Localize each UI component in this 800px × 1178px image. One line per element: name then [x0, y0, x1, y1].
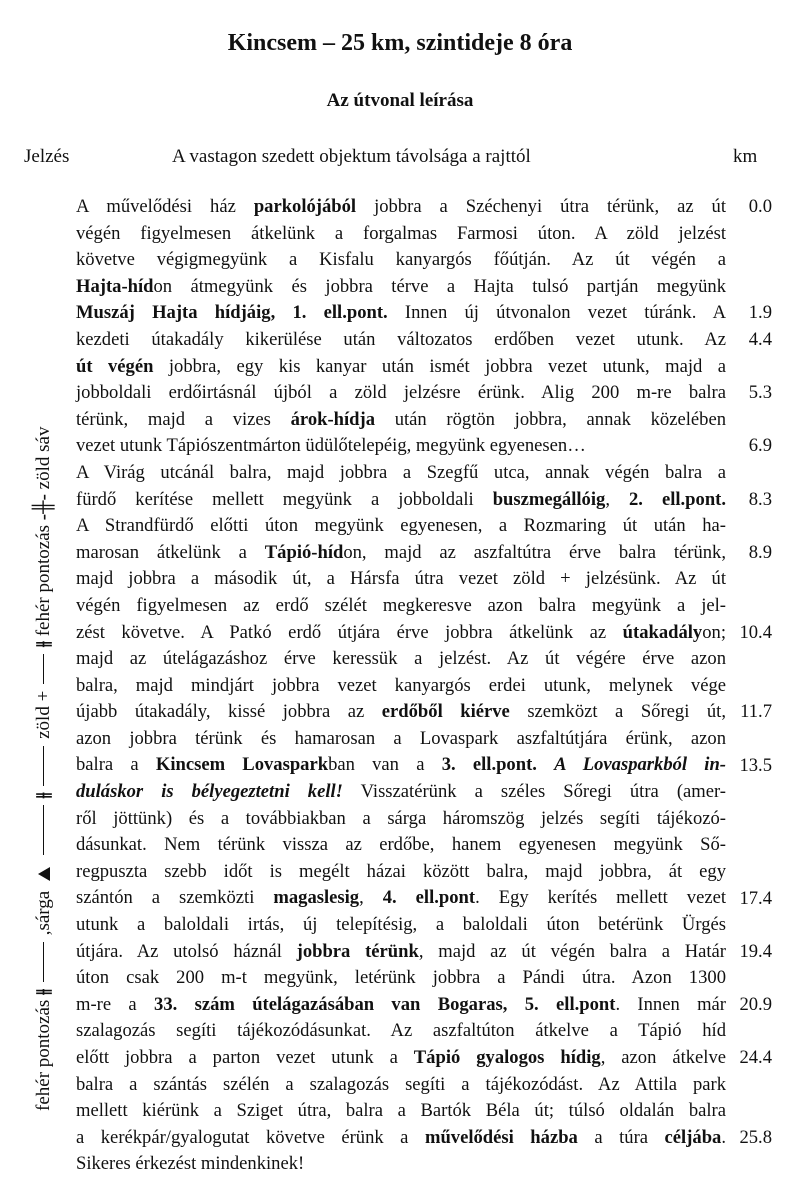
- segment-marker-icon: ⫲: [32, 792, 54, 799]
- km-value: 1.9: [748, 302, 772, 324]
- yellow-triangle-icon: [38, 867, 50, 881]
- km-value: 20.9: [739, 994, 772, 1015]
- description-line: [76, 965, 726, 992]
- side-label-yellow: ,: [32, 930, 54, 936]
- description-line: [76, 247, 726, 274]
- trail-marking-strip: [27, 215, 59, 1111]
- emphasized-text: Tápió gyalogos hídig: [413, 1047, 601, 1068]
- description-line: [76, 407, 726, 434]
- side-label-white-dotted-bottom: fehér pontozás: [32, 999, 54, 1111]
- text-segment: szalagozás segíti tájékozódásunkat. Az aszfaltúton átkelve a Tápió híd: [76, 1020, 726, 1042]
- text-segment: ,: [605, 488, 629, 510]
- description-line: [76, 1098, 726, 1125]
- text-segment: balra a: [76, 754, 156, 776]
- text-segment: mellett kiérünk a Sziget útra, balra a Bartók Béla út; túlsó oldalán balra: [76, 1100, 726, 1122]
- segment-marker-icon: ⫲: [32, 641, 54, 648]
- emphasized-text: Muszáj Hajta hídjáig, 1. ell.pont.: [76, 302, 388, 324]
- description-line: [76, 992, 726, 1019]
- text-segment: Innen új útvonalon vezet túránk. A: [387, 302, 727, 324]
- text-segment: majd jobbra a második út, a Hársfa útra vezet zöld + jelzésünk. Az út: [76, 568, 726, 590]
- description-line: [76, 832, 726, 859]
- text-segment: előtt jobbra a parton vezet utunk a: [76, 1047, 414, 1068]
- text-segment: szemközt a Sőregi út,: [509, 701, 726, 723]
- text-segment: on, majd az aszfaltútra érve balra térünk,: [343, 541, 726, 563]
- description-line: [76, 194, 726, 221]
- description-line: [76, 726, 726, 753]
- text-segment: a kerékpár/gyalogutat követve érünk a: [76, 1126, 425, 1148]
- text-segment: ről jöttünk) és a továbbiakban a sárga háromszög jelzés segíti tájékozó-: [76, 807, 726, 829]
- route-line-icon: [43, 654, 44, 684]
- description-line: [76, 752, 726, 779]
- description-line: [76, 1072, 726, 1099]
- emphasized-text: buszmegállóig: [492, 488, 606, 510]
- description-line: [76, 433, 726, 460]
- description-line: [76, 566, 726, 593]
- text-segment: után rögtön jobbra, annak közelében: [375, 408, 726, 430]
- description-line: [76, 354, 726, 381]
- description-line: [76, 221, 726, 248]
- side-label-white-dotted-top: fehér pontozás: [32, 524, 54, 637]
- emphasized-text: Hajta-híd: [76, 275, 154, 297]
- km-value: 24.4: [739, 1047, 772, 1069]
- route-line-icon: [43, 746, 44, 786]
- text-segment: A Virág utcánál balra, majd jobbra a Szegfű utca, annak végén balra a: [76, 461, 726, 483]
- description-line: [76, 1018, 726, 1045]
- emphasized-text: útakadály: [622, 621, 703, 643]
- emphasized-text: erdőből kiérve: [381, 701, 510, 723]
- description-line: [76, 779, 726, 806]
- emphasized-text: 33. szám útelágazásában van Bogaras, 5. ell.pont: [154, 993, 616, 1015]
- description-line: [76, 1045, 726, 1072]
- text-segment: jobbra, egy kis kanyar után ismét jobbra vezet utunk, majd a: [153, 355, 726, 377]
- text-segment: azon jobbra térünk és hamarosan a Lovaspark aszfaltútjára érünk, azon: [76, 727, 726, 749]
- text-segment: vezet utunk Tápiószentmárton üdülőtelepéig, megyünk egyenesen…: [76, 435, 586, 457]
- page-title: Kincsem – 25 km, szintideje 8 óra: [227, 30, 573, 56]
- text-segment: végén figyelmesen átkelünk a forgalmas Farmosi úton. A zöld jelzést: [76, 222, 726, 244]
- text-segment: A művelődési ház: [76, 196, 254, 217]
- description-line: [76, 646, 726, 673]
- text-segment: szántón a szemközti: [76, 887, 274, 909]
- text-segment: követve végigmegyünk a Kisfalu kanyargós főútján. Az út végén a: [76, 249, 726, 271]
- description-line: [76, 274, 726, 301]
- text-segment: balra a szántás szélén a szalagozás segíti a tájékozódást. Az Attila park: [76, 1073, 726, 1095]
- description-line: [76, 885, 726, 912]
- side-label-yellow-text: sárga: [32, 890, 54, 931]
- emphasized-text: 3. ell.pont.: [441, 754, 537, 776]
- route-description: [76, 194, 726, 1178]
- route-line-icon: [43, 942, 44, 982]
- route-line-icon: [43, 805, 44, 855]
- trail-marking-column: [22, 192, 64, 1137]
- emphasized-text: Tápió-híd: [264, 541, 344, 563]
- text-segment: fürdő kerítése mellett megyünk a jobboldali: [76, 488, 493, 510]
- side-label-green-stripe: zöld sáv: [32, 426, 54, 490]
- km-value: 11.7: [740, 701, 772, 723]
- description-line: [76, 513, 726, 540]
- emphasized-text: jobbra térünk: [296, 940, 419, 962]
- description-line: [76, 1151, 726, 1178]
- emphasized-text: A Lovasparkból in-: [554, 754, 727, 776]
- km-value: 13.5: [739, 754, 772, 776]
- description-line: [76, 380, 726, 407]
- text-segment: jobboldali erdőirtásnál újból a zöld jelzésre érünk. Alig 200 m-re balra: [76, 382, 726, 404]
- km-value: 6.9: [748, 435, 772, 457]
- emphasized-text: árok-hídja: [290, 408, 375, 430]
- emphasized-text: parkolójából: [253, 196, 357, 217]
- emphasized-text: 4. ell.pont: [382, 887, 476, 909]
- column-header-marking: Jelzés: [24, 146, 70, 167]
- km-value: 25.8: [739, 1127, 772, 1148]
- text-segment: jobbra a Széchenyi útra térünk, az út: [356, 196, 727, 217]
- km-value: 8.9: [748, 541, 772, 563]
- description-line: [76, 912, 726, 939]
- segment-marker-icon: -╫-: [32, 494, 54, 521]
- text-segment: [537, 754, 554, 775]
- emphasized-text: duláskor is bélyegeztetni kell!: [76, 781, 343, 803]
- text-segment: útjára. Az utolsó háznál: [76, 940, 297, 962]
- text-segment: Visszatérünk a széles Sőregi útra (amer-: [342, 781, 726, 803]
- emphasized-text: céljába: [664, 1126, 722, 1148]
- text-segment: A Strandfürdő előtti úton megyünk egyenesen, a Rozmaring út után ha-: [76, 515, 726, 537]
- text-segment: dásunkat. Nem térünk vissza az erdőbe, hanem egyenesen megyünk Ső-: [76, 834, 726, 856]
- emphasized-text: út végén: [76, 355, 154, 377]
- text-segment: .: [721, 1126, 727, 1148]
- text-segment: ban van a: [328, 754, 442, 776]
- description-line: [76, 859, 726, 886]
- description-line: [76, 699, 726, 726]
- text-segment: . Innen már: [615, 993, 726, 1015]
- text-segment: on átmegyünk és jobbra térve a Hajta tulsó partján megyünk: [153, 275, 726, 297]
- text-segment: majd az útelágazáshoz érve keressük a jelzést. Az út végére érve azon: [76, 648, 726, 670]
- text-segment: úton csak 200 m-t megyünk, letérünk jobbra a Pándi útra. Azon 1300: [76, 967, 726, 989]
- text-segment: , majd az út végén balra a Határ: [418, 940, 727, 962]
- text-segment: kezdeti útakadály kikerülése után változatos erdőben vezet utunk. Az: [76, 328, 726, 350]
- description-line: [76, 327, 726, 354]
- description-line: [76, 460, 726, 487]
- km-value: 8.3: [748, 488, 772, 510]
- description-line: [76, 487, 726, 514]
- text-segment: a túra: [577, 1126, 665, 1148]
- text-segment: regpuszta szebb időt is megélt házai között balra, majd jobbra, át egy: [76, 860, 726, 882]
- emphasized-text: 2. ell.pont.: [628, 488, 727, 510]
- text-segment: újabb útakadály, kissé jobbra az: [76, 701, 382, 723]
- description-line: [76, 1125, 726, 1152]
- text-segment: végén figyelmesen az erdő szélét megkeresve azon balra megyünk a jel-: [76, 594, 726, 616]
- description-line: [76, 806, 726, 833]
- emphasized-text: magaslesig: [273, 887, 360, 909]
- emphasized-text: Kincsem Lovaspark: [155, 754, 329, 776]
- text-segment: utunk a baloldali irtás, új telepítésig, a baloldali úton betérünk Ürgés: [76, 914, 726, 936]
- page-subtitle: Az útvonal leírása: [326, 90, 474, 111]
- km-value: 10.4: [739, 621, 772, 643]
- km-value: 5.3: [748, 382, 772, 404]
- km-value: 0.0: [748, 196, 772, 217]
- text-segment: m-re a: [76, 993, 155, 1015]
- description-line: [76, 673, 726, 700]
- text-segment: Sikeres érkezést mindenkinek!: [76, 1153, 305, 1175]
- description-line: [76, 540, 726, 567]
- side-label-green-plus: zöld +: [32, 690, 54, 739]
- text-segment: ,: [359, 887, 383, 909]
- text-segment: balra, majd mindjárt jobbra vezet kanyargós erdei utunk, melynek vége: [76, 674, 726, 696]
- segment-marker-icon: ⫲: [32, 988, 54, 995]
- text-segment: marosan átkelünk a: [76, 541, 265, 563]
- description-line: [76, 939, 726, 966]
- text-segment: on;: [702, 621, 726, 643]
- column-header-description: A vastagon szedett objektum távolsága a rajttól: [172, 146, 531, 167]
- description-line: [76, 300, 726, 327]
- text-segment: , azon átkelve: [600, 1047, 727, 1068]
- column-header-km: km: [733, 146, 758, 167]
- text-segment: . Egy kerítés mellett vezet: [475, 887, 727, 909]
- emphasized-text: művelődési házba: [424, 1126, 578, 1148]
- description-line: [76, 620, 726, 647]
- km-value: 19.4: [739, 940, 772, 962]
- text-segment: térünk, majd a vizes: [76, 408, 291, 430]
- km-value: 17.4: [739, 887, 772, 909]
- description-line: [76, 593, 726, 620]
- km-value: 4.4: [748, 329, 772, 350]
- text-segment: zést követve. A Patkó erdő útjára érve jobbra átkelünk az: [76, 621, 623, 643]
